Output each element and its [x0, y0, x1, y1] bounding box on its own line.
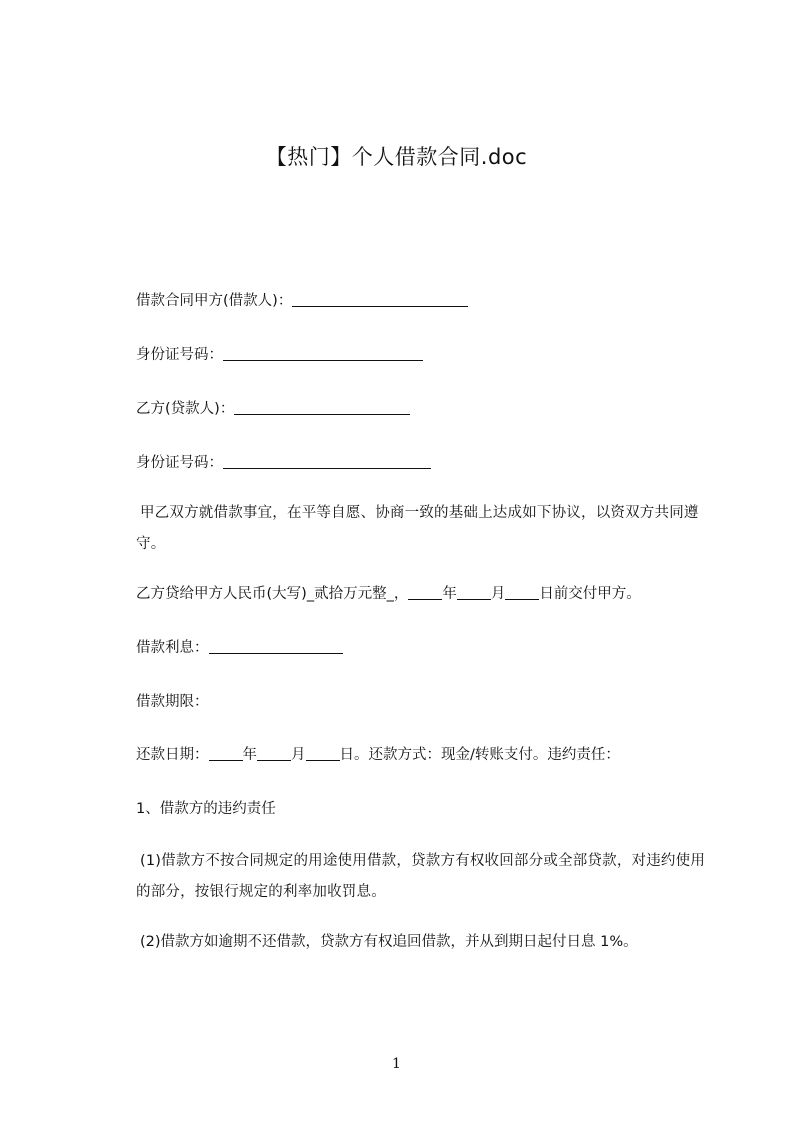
repay-year-label: 年: [242, 747, 257, 763]
term-label: 借款期限：: [136, 694, 209, 710]
delivery-month-blank: [457, 585, 491, 600]
borrower-label: 借款合同甲方(借款人)：: [136, 293, 293, 309]
repay-month-label: 月: [291, 747, 306, 763]
lender-id-label: 身份证号码：: [136, 455, 223, 471]
term-line: [136, 692, 209, 712]
agreement-paragraph: 甲乙双方就借款事宜，在平等自愿、协商一致的基础上达成如下协议，以资双方共同遵守。: [136, 505, 699, 552]
clause-2: (2)借款方如逾期不还借款，贷款方有权追回借款，并从到期日起付日息 1%。: [140, 934, 638, 950]
borrower-id-line: [136, 345, 423, 365]
lender-line: [136, 399, 410, 419]
clause-1: (1)借款方不按合同规定的用途使用借款，贷款方有权收回部分或全部贷款，对违约使用的部分，按银行规定的利率加收罚息。: [136, 853, 706, 900]
lender-id-blank: [223, 454, 431, 469]
loan-amount-text: 乙方贷给甲方人民币(大写)_贰拾万元整_，: [136, 586, 409, 602]
month-label: 月: [490, 586, 506, 602]
borrower-id-blank: [223, 346, 423, 361]
year-label: 年: [442, 586, 457, 602]
interest-line: [136, 638, 343, 658]
repay-month-blank: [257, 746, 291, 761]
delivery-suffix: 日前交付甲方。: [539, 586, 641, 602]
lender-blank: [234, 400, 410, 415]
repay-suffix: 日。还款方式：现金/转账支付。违约责任：: [339, 747, 620, 763]
page-number: 1: [392, 1056, 401, 1072]
section-heading: 1、借款方的违约责任: [136, 801, 276, 817]
interest-label: 借款利息：: [136, 640, 209, 656]
interest-blank: [209, 639, 343, 654]
delivery-year-blank: [408, 585, 442, 600]
borrower-id-label: 身份证号码：: [136, 347, 223, 363]
loan-amount-line: [136, 584, 641, 604]
delivery-day-blank: [505, 585, 539, 600]
borrower-line: [136, 291, 468, 311]
repay-label: 还款日期：: [136, 747, 209, 763]
borrower-blank: [292, 292, 468, 307]
repay-day-blank: [306, 746, 340, 761]
document-title: 【热门】个人借款合同.doc: [265, 145, 528, 169]
lender-label: 乙方(贷款人)：: [136, 401, 235, 417]
repayment-line: [136, 745, 620, 765]
repay-year-blank: [209, 746, 243, 761]
lender-id-line: [136, 453, 431, 473]
